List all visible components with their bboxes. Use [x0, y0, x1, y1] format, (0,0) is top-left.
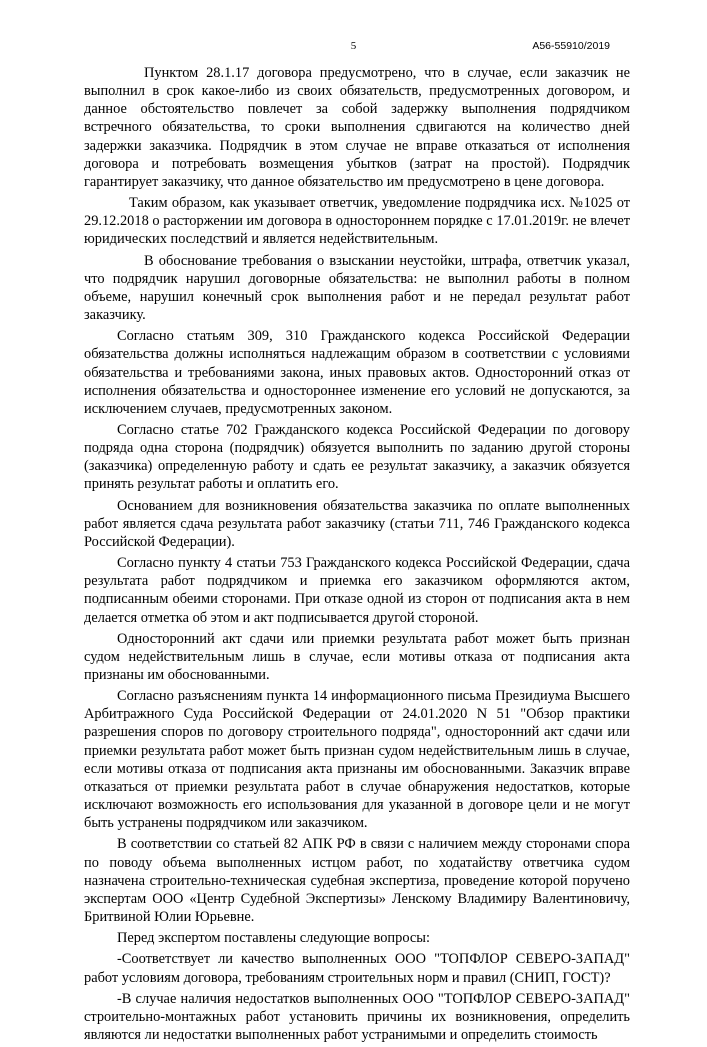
paragraph-questions-intro: Перед экспертом поставлены следующие вопросы:	[117, 930, 430, 947]
paragraph-article-702: Согласно статье 702 Гражданского кодекса Российской Федерации по договору подряда одна сторона (подрядчик) обязуется выполнить по заданию другой стороны (заказчика) определенную работу и сдать ее результат заказчику, а заказчик обязуется принять результат работы и оплатить его.	[84, 421, 630, 493]
case-number: А56-55910/2019	[532, 40, 610, 52]
paragraph-contract-clause: Пунктом 28.1.17 договора предусмотрено, что в случае, если заказчик не выполнил в срок какое-либо из своих обязательств, предусмотренных договором, и данное обстоятельство повлечет за собой задержку выполнения подрядчиком встречного обязательства, то сроки выполнения сдвигаются на количество дней задержки заказчика. Подрядчик в этом случае не вправе отказаться от исполнения договора и потребовать возмещения убытков (затрат на простой). Подрядчик гарантирует заказчику, что данное обязательство им предусмотрено в цене договора.	[84, 65, 630, 190]
paragraph-question-2: -В случае наличия недостатков выполненных ООО "ТОПФЛОР СЕВЕРО-ЗАПАД" строительно-монтажных работ установить причины их возникновения, определить являются ли недостатки выполненных работ устранимыми и определить стоимость	[84, 990, 630, 1043]
document-body	[84, 64, 630, 1047]
paragraph-penalty-grounds: В обоснование требования о взыскании неустойки, штрафа, ответчик указал, что подрядчик нарушил договорные обязательства: не выполнил работы в полном объеме, нарушил конечный срок выполнения работ и не передал результат работ заказчику.	[84, 252, 630, 324]
paragraph-notice-invalid: Таким образом, как указывает ответчик, уведомление подрядчика исх. №1025 от 29.12.2018 о расторжении им договора в одностороннем порядке с 17.01.2019г. не влечет юридических последствий и является недействительным.	[84, 195, 630, 248]
paragraph-question-1: -Соответствует ли качество выполненных ООО "ТОПФЛОР СЕВЕРО-ЗАПАД" работ условиям договора, требованиям строительных норм и правил (СНИП, ГОСТ)?	[84, 951, 630, 986]
paragraph-payment-basis: Основанием для возникновения обязательства заказчика по оплате выполненных работ является сдача результата работ заказчику (статьи 711, 746 Гражданского кодекса Российской Федерации).	[84, 497, 630, 550]
paragraph-articles-309-310: Согласно статьям 309, 310 Гражданского кодекса Российской Федерации обязательства должны исполняться надлежащим образом в соответствии с условиями обязательства и требованиями закона, иных правовых актов. Односторонний отказ от исполнения обязательства и одностороннее изменение его условий не допускаются, за исключением случаев, предусмотренных законом.	[84, 328, 630, 417]
paragraph-presidium-letter: Согласно разъяснениям пункта 14 информационного письма Президиума Высшего Арбитражного Суда Российской Федерации от 24.01.2020 N 51 "Обзор практики разрешения споров по договору строительного подряда", односторонний акт сдачи или приемки результата работ может быть признан судом недействительным лишь в случае, если мотивы отказа от подписания акта признаны им обоснованными. Заказчик вправе отказаться от приемки результата работ в случае обнаружения недостатков, которые исключают возможность его использования для указанной в договоре цели и не могут быть устранены подрядчиком или заказчиком.	[84, 688, 630, 832]
paragraph-unilateral-act: Односторонний акт сдачи или приемки результата работ может быть признан судом недействительным лишь в случае, если мотивы отказа от подписания акта признаны им обоснованными.	[84, 630, 630, 683]
page-number: 5	[350, 40, 357, 52]
paragraph-expertise: В соответствии со статьей 82 АПК РФ в связи с наличием между сторонами спора по поводу объема выполненных истцом работ, по ходатайству ответчика судом назначена строительно-техническая судебная экспертиза, проведение которой поручено экспертам ООО «Центр Судебной Экспертизы» Ленскому Владимиру Валентиновичу, Бритвиной Юлии Юрьевне.	[84, 836, 630, 926]
paragraph-article-753: Согласно пункту 4 статьи 753 Гражданского кодекса Российской Федерации, сдача результата работ подрядчиком и приемка его заказчиком оформляются актом, подписанным обеими сторонами. При отказе одной из сторон от подписания акта в нем делается отметка об этом и акт подписывается другой стороной.	[84, 555, 630, 626]
